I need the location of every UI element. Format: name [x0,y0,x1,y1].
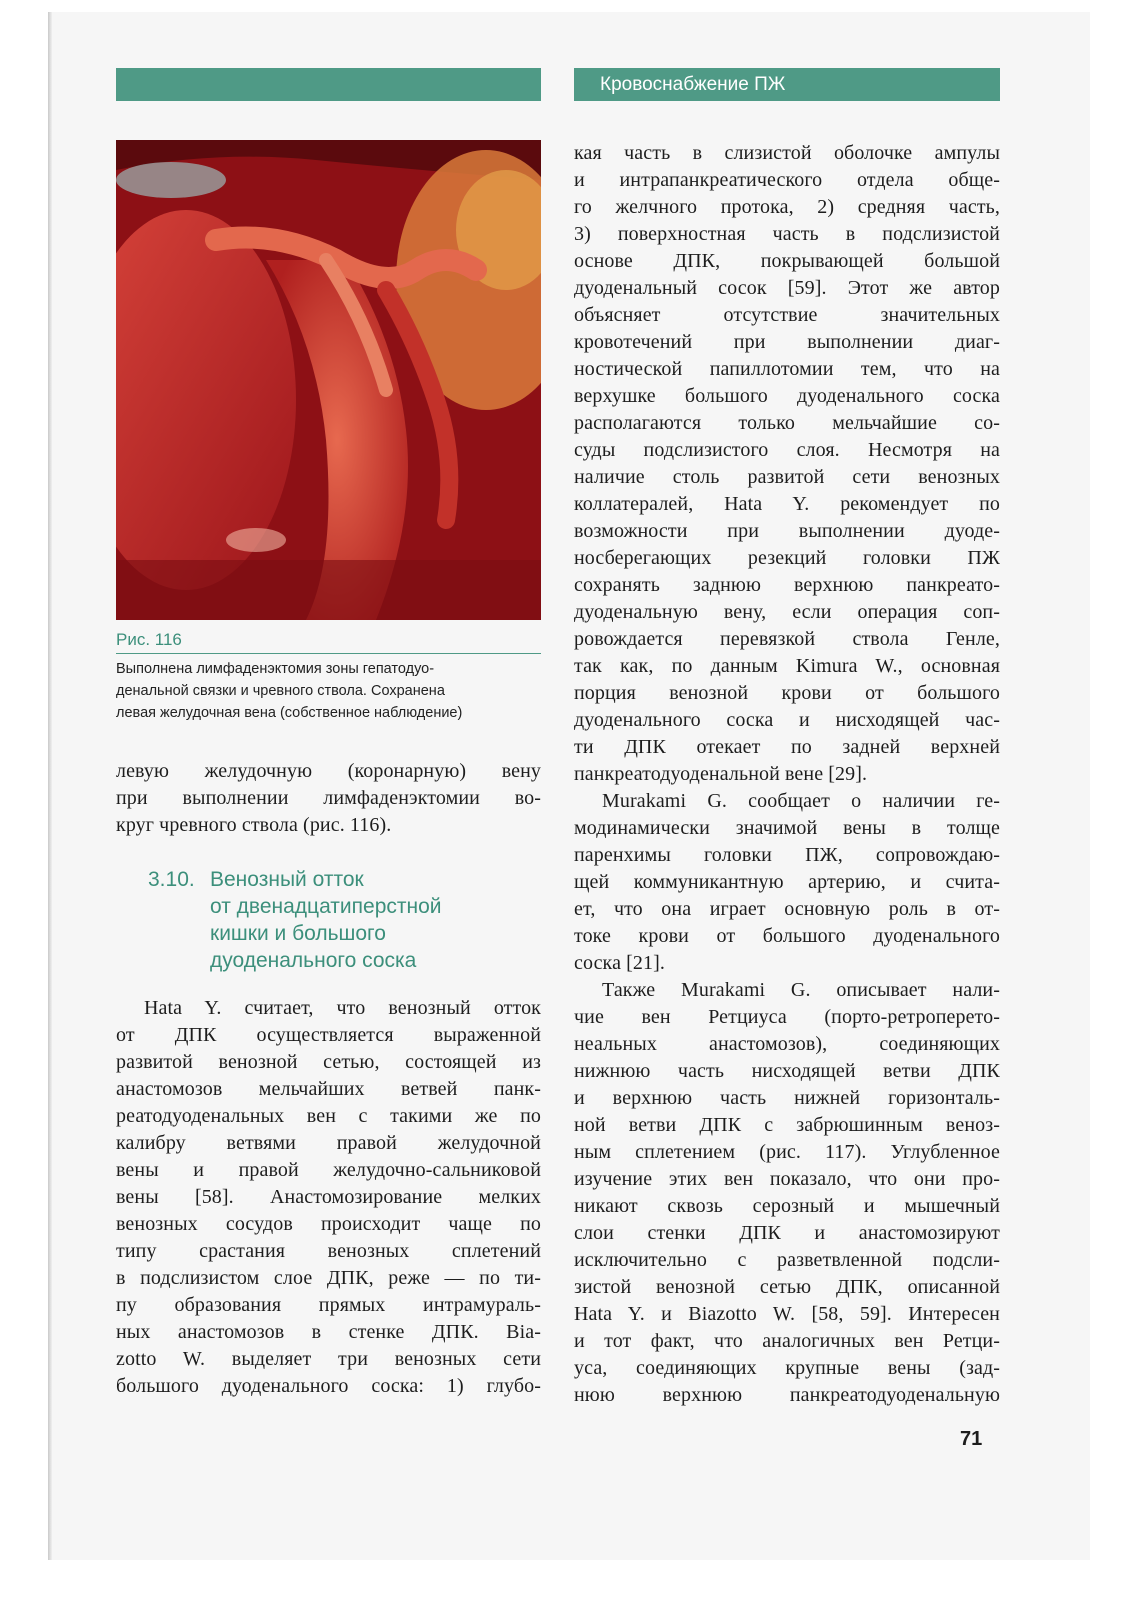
text-line: верхушке большого дуоденального соска [574,385,1000,407]
text-line: нижнюю часть нисходящей ветви ДПК [574,1060,1000,1082]
text-line: ет, что она играет основную роль в от- [574,898,1000,920]
section-title-line: Венозный отток [210,868,364,891]
caption-line: Выполнена лимфаденэктомия зоны гепатодуо- [116,661,435,677]
text-line: суды подслизистого слоя. Несмотря на [574,439,1000,461]
text-line: анастомозов мельчайших ветвей панк- [116,1078,541,1100]
text-line: коллатералей, Hata Y. рекомендует по [574,493,1000,515]
text-line: дуоденального соска и нисходящей час- [574,709,1000,731]
caption-line: денальной связки и чревного ствола. Сохранена [116,683,445,699]
text-line: соска [21]. [574,952,665,974]
text-line: типу срастания венозных сплетений [116,1240,541,1262]
text-line: го желчного протока, 2) средняя часть, [574,196,1000,218]
text-line: zotto W. выделяет три венозных сети [116,1348,541,1370]
text-line: нюю верхнюю панкреатодуоденальную [574,1384,1000,1406]
text-line: щей коммуникантную артерию, и счита- [574,871,1000,893]
text-line: исключительно с разветвленной подсли- [574,1249,1000,1271]
text-line: объясняет отсутствие значительных [574,304,1000,326]
text-line: кая часть в слизистой оболочке ампулы [574,142,1000,164]
header-bar-left [116,68,541,101]
right-column-text [574,140,1000,1409]
text-line: венозных сосудов происходит чаще по [116,1213,541,1235]
text-line: Hata Y. считает, что венозный отток [144,997,541,1019]
text-line: неальных анастомозов), соединяющих [574,1033,1000,1055]
left-column-upper-text [116,758,541,839]
text-line: уса, соединяющих крупные вены (зад- [574,1357,1000,1379]
text-line: при выполнении лимфаденэктомии во- [116,787,541,809]
text-line: дуоденальный сосок [59]. Этот же автор [574,277,1000,299]
text-line: кровотечений при выполнении диаг- [574,331,1000,353]
text-line: круг чревного ствола (рис. 116). [116,814,392,836]
text-line: ти ДПК отекает по задней верхней [574,736,1000,758]
text-line: 3) поверхностная часть в подслизистой [574,223,1000,245]
text-line: панкреатодуоденальной вене [29]. [574,763,868,785]
text-line: пу образования прямых интрамураль- [116,1294,541,1316]
text-line: наличие столь развитой сети венозных [574,466,1000,488]
text-line: реатодуоденальных вен с такими же по [116,1105,541,1127]
left-column-lower-text [116,995,541,1400]
running-head: Кровоснабжение ПЖ [600,74,786,95]
text-line: левую желудочную (коронарную) вену [116,760,541,782]
text-line: возможности при выполнении дуоде- [574,520,1000,542]
text-line: ровождается перевязкой ствола Генле, [574,628,1000,650]
text-line: носберегающих резекций головки ПЖ [574,547,1000,569]
text-line: ной ветви ДПК с забрюшинным веноз- [574,1114,1000,1136]
page-number: 71 [960,1428,983,1450]
text-line: вены и правой желудочно-сальниковой [116,1159,541,1181]
figure-116-photo [116,140,541,620]
section-title-line: дуоденального соска [210,949,417,972]
text-line: слои стенки ДПК и анастомозируют [574,1222,1000,1244]
figure-caption [116,658,541,724]
text-line: располагаются только мельчайшие со- [574,412,1000,434]
text-line: большого дуоденального соска: 1) глубо- [116,1375,541,1397]
section-title-line: от двенадцатиперстной [210,895,442,918]
surgical-photo [116,140,541,620]
page-binding-edge [48,12,52,1560]
text-line: и тот факт, что аналогичных вен Ретци- [574,1330,1000,1352]
text-line: развитой венозной сетью, состоящей из [116,1051,541,1073]
text-line: токе крови от большого дуоденального [574,925,1000,947]
text-line: ностической папиллотомии тем, что на [574,358,1000,380]
text-line: никают сквозь серозный и мышечный [574,1195,1000,1217]
text-line: модинамически значимой вены в толще [574,817,1000,839]
text-line: в подслизистом слое ДПК, реже — по ти- [116,1267,541,1289]
text-line: от ДПК осуществляется выраженной [116,1024,541,1046]
text-line: и интрапанкреатического отдела обще- [574,169,1000,191]
text-line: чие вен Ретциуса (порто-ретроперето- [574,1006,1000,1028]
text-line: паренхимы головки ПЖ, сопровождаю- [574,844,1000,866]
text-line: ных анастомозов в стенке ДПК. Bia- [116,1321,541,1343]
text-line: сохранять заднюю верхнюю панкреато- [574,574,1000,596]
text-line: Hata Y. и Biazotto W. [58, 59]. Интересен [574,1303,1000,1325]
text-line: так как, по данным Kimura W., основная [574,655,1000,677]
figure-label: Рис. 116 [116,630,541,654]
text-line: и верхнюю часть нижней горизонталь- [574,1087,1000,1109]
text-line: ным сплетением (рис. 117). Углубленное [574,1141,1000,1163]
text-line: калибру ветвями правой желудочной [116,1132,541,1154]
text-line: вены [58]. Анастомозирование мелких [116,1186,541,1208]
text-line: Murakami G. сообщает о наличии ге- [602,790,1000,812]
caption-line: левая желудочная вена (собственное наблюдение) [116,705,463,721]
text-line: основе ДПК, покрывающей большой [574,250,1000,272]
text-line: дуоденальную вену, если операция соп- [574,601,1000,623]
section-number: 3.10. [148,868,195,891]
section-title-line: кишки и большого [210,922,386,945]
text-line: изучение этих вен показало, что они про- [574,1168,1000,1190]
text-line: Также Murakami G. описывает нали- [602,979,1000,1001]
text-line: порция венозной крови от большого [574,682,1000,704]
text-line: зистой венозной сетью ДПК, описанной [574,1276,1000,1298]
